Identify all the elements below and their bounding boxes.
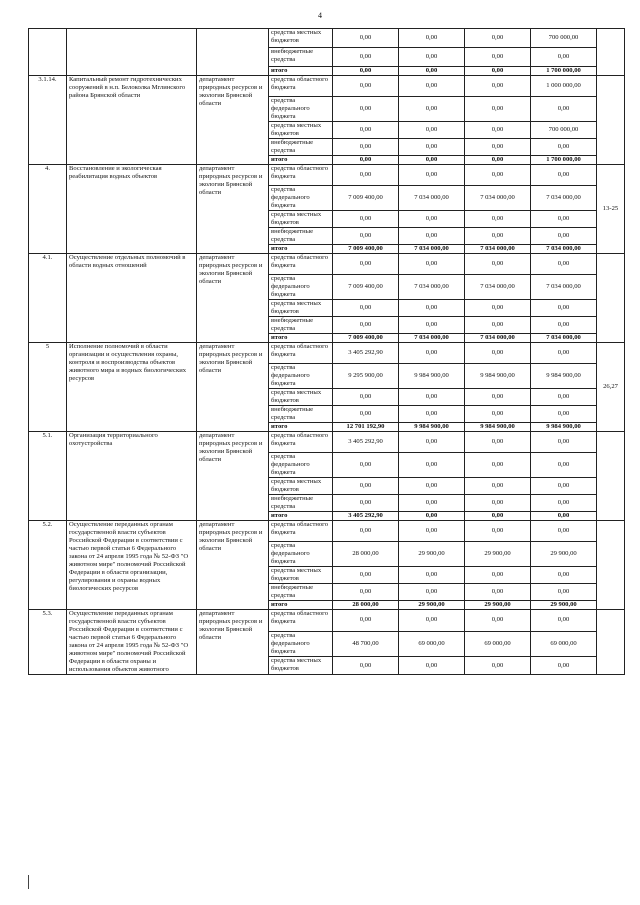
amount-cell: 12 701 192,90 <box>333 423 399 432</box>
amount-cell: 0,00 <box>465 97 531 122</box>
amount-cell: 0,00 <box>531 389 597 406</box>
amount-cell: 0,00 <box>465 478 531 495</box>
amount-cell: 0,00 <box>399 76 465 97</box>
row-executor: департамент природных ресурсов и экологии Брянской области <box>197 521 269 610</box>
amount-cell: 0,00 <box>399 67 465 76</box>
amount-cell: 0,00 <box>399 122 465 139</box>
row-code: 3.1.14. <box>29 76 67 165</box>
row-name: Исполнение полномочий в области организации и осуществления охраны, контроля и воспроизводства объектов животного мира и водных биологических ресурсов <box>67 343 197 432</box>
amount-cell: 0,00 <box>465 584 531 601</box>
amount-cell: 29 900,00 <box>531 542 597 567</box>
amount-cell: 7 034 000,00 <box>531 334 597 343</box>
funding-source: внебюджетные средства <box>269 406 333 423</box>
funding-source: внебюджетные средства <box>269 495 333 512</box>
amount-cell: 69 000,00 <box>465 631 531 657</box>
amount-cell: 7 034 000,00 <box>531 245 597 254</box>
row-executor: департамент природных ресурсов и экологии Брянской области <box>197 165 269 254</box>
funding-source: средства местных бюджетов <box>269 211 333 228</box>
funding-source: средства областного бюджета <box>269 343 333 364</box>
amount-cell: 0,00 <box>531 165 597 186</box>
funding-source: средства федерального бюджета <box>269 186 333 211</box>
amount-cell: 0,00 <box>399 406 465 423</box>
row-executor: департамент природных ресурсов и экологии Брянской области <box>197 254 269 343</box>
amount-cell: 0,00 <box>465 495 531 512</box>
amount-cell: 0,00 <box>531 317 597 334</box>
row-code: 5 <box>29 343 67 432</box>
amount-cell: 0,00 <box>333 610 399 632</box>
amount-cell: 29 900,00 <box>399 542 465 567</box>
table-body <box>29 29 625 675</box>
amount-cell: 7 034 000,00 <box>465 245 531 254</box>
amount-cell: 0,00 <box>399 48 465 67</box>
funding-source: итого <box>269 156 333 165</box>
funding-source: средства местных бюджетов <box>269 29 333 48</box>
amount-cell: 0,00 <box>531 97 597 122</box>
amount-cell: 0,00 <box>531 48 597 67</box>
amount-cell: 0,00 <box>465 343 531 364</box>
funding-source: итого <box>269 67 333 76</box>
funding-source: средства местных бюджетов <box>269 300 333 317</box>
amount-cell: 0,00 <box>399 165 465 186</box>
amount-cell: 0,00 <box>399 300 465 317</box>
funding-source: итого <box>269 423 333 432</box>
page-number: 4 <box>318 11 322 20</box>
amount-cell: 7 009 400,00 <box>333 275 399 300</box>
amount-cell: 0,00 <box>333 97 399 122</box>
amount-cell: 0,00 <box>333 254 399 275</box>
amount-cell: 29 900,00 <box>531 601 597 610</box>
amount-cell: 0,00 <box>333 122 399 139</box>
amount-cell: 0,00 <box>333 478 399 495</box>
amount-cell: 0,00 <box>465 389 531 406</box>
amount-cell: 0,00 <box>465 317 531 334</box>
amount-cell: 9 984 900,00 <box>531 423 597 432</box>
row-executor: департамент природных ресурсов и экологии Брянской области <box>197 343 269 432</box>
row-executor: департамент природных ресурсов и экологии Брянской области <box>197 610 269 675</box>
funding-source: средства федерального бюджета <box>269 453 333 478</box>
amount-cell: 9 984 900,00 <box>399 364 465 389</box>
row-name: Организация территориального охотустройства <box>67 432 197 521</box>
funding-source: средства областного бюджета <box>269 76 333 97</box>
funding-source: средства областного бюджета <box>269 432 333 453</box>
amount-cell: 0,00 <box>399 228 465 245</box>
funding-source: средства областного бюджета <box>269 610 333 632</box>
amount-cell: 0,00 <box>333 211 399 228</box>
amount-cell: 0,00 <box>333 317 399 334</box>
amount-cell: 69 000,00 <box>399 631 465 657</box>
amount-cell: 0,00 <box>531 521 597 542</box>
row-name: Восстановление и экологическая реабилитация водных объектов <box>67 165 197 254</box>
amount-cell: 29 900,00 <box>399 601 465 610</box>
amount-cell: 0,00 <box>465 254 531 275</box>
amount-cell: 0,00 <box>465 610 531 632</box>
indicator-ref: 13-25 <box>597 165 625 254</box>
amount-cell: 0,00 <box>333 300 399 317</box>
indicator-ref <box>597 432 625 521</box>
amount-cell: 29 900,00 <box>465 542 531 567</box>
funding-source: средства местных бюджетов <box>269 567 333 584</box>
amount-cell: 9 984 900,00 <box>465 423 531 432</box>
amount-cell: 48 700,00 <box>333 631 399 657</box>
amount-cell: 7 034 000,00 <box>399 186 465 211</box>
amount-cell: 0,00 <box>399 432 465 453</box>
amount-cell: 700 000,00 <box>531 29 597 48</box>
amount-cell: 7 009 400,00 <box>333 245 399 254</box>
row-name <box>67 29 197 76</box>
amount-cell: 0,00 <box>333 76 399 97</box>
amount-cell: 0,00 <box>531 139 597 156</box>
amount-cell: 0,00 <box>531 495 597 512</box>
amount-cell: 0,00 <box>399 453 465 478</box>
amount-cell: 0,00 <box>465 300 531 317</box>
amount-cell: 0,00 <box>333 657 399 675</box>
funding-source: внебюджетные средства <box>269 48 333 67</box>
amount-cell: 0,00 <box>399 29 465 48</box>
amount-cell: 0,00 <box>333 228 399 245</box>
amount-cell: 0,00 <box>465 139 531 156</box>
amount-cell: 0,00 <box>465 48 531 67</box>
funding-source: средства федерального бюджета <box>269 275 333 300</box>
amount-cell: 7 034 000,00 <box>531 275 597 300</box>
amount-cell: 0,00 <box>465 122 531 139</box>
table-row <box>29 610 625 632</box>
amount-cell: 0,00 <box>531 254 597 275</box>
amount-cell: 0,00 <box>465 512 531 521</box>
amount-cell: 9 984 900,00 <box>531 364 597 389</box>
indicator-ref <box>597 521 625 610</box>
amount-cell: 0,00 <box>399 254 465 275</box>
table-row <box>29 76 625 97</box>
funding-source: внебюджетные средства <box>269 139 333 156</box>
amount-cell: 3 405 292,90 <box>333 512 399 521</box>
indicator-ref <box>597 76 625 165</box>
amount-cell: 28 000,00 <box>333 542 399 567</box>
amount-cell: 0,00 <box>333 48 399 67</box>
funding-source: средства местных бюджетов <box>269 122 333 139</box>
amount-cell: 0,00 <box>465 453 531 478</box>
amount-cell: 69 000,00 <box>531 631 597 657</box>
amount-cell: 0,00 <box>531 584 597 601</box>
amount-cell: 0,00 <box>399 478 465 495</box>
funding-source: средства местных бюджетов <box>269 478 333 495</box>
amount-cell: 3 405 292,90 <box>333 432 399 453</box>
row-code: 5.1. <box>29 432 67 521</box>
amount-cell: 700 000,00 <box>531 122 597 139</box>
amount-cell: 0,00 <box>465 228 531 245</box>
amount-cell: 0,00 <box>531 432 597 453</box>
amount-cell: 0,00 <box>465 432 531 453</box>
funding-source: средства областного бюджета <box>269 521 333 542</box>
amount-cell: 7 034 000,00 <box>465 334 531 343</box>
row-code <box>29 29 67 76</box>
amount-cell: 0,00 <box>531 453 597 478</box>
amount-cell: 7 034 000,00 <box>399 334 465 343</box>
amount-cell: 0,00 <box>465 67 531 76</box>
amount-cell: 0,00 <box>399 521 465 542</box>
amount-cell: 0,00 <box>531 657 597 675</box>
amount-cell: 0,00 <box>465 156 531 165</box>
indicator-ref <box>597 29 625 76</box>
row-code: 5.3. <box>29 610 67 675</box>
amount-cell: 0,00 <box>531 567 597 584</box>
indicator-ref <box>597 254 625 343</box>
amount-cell: 28 000,00 <box>333 601 399 610</box>
row-name: Осуществление переданных органам государственной власти субъектов Российской Федерации в соответствии с частью первой статьи 6 Федерального закона от 24 апреля 1995 года № 52-ФЗ "О животном мире" полномочий Российской Федерации в области охраны и использования объектов животного <box>67 610 197 675</box>
amount-cell: 0,00 <box>333 139 399 156</box>
row-code: 4. <box>29 165 67 254</box>
funding-source: средства местных бюджетов <box>269 389 333 406</box>
row-executor <box>197 29 269 76</box>
budget-table <box>28 28 625 675</box>
table-row <box>29 432 625 453</box>
row-name: Капитальный ремонт гидротехнических сооружений в н.п. Белоколка Мглинского района Брянской области <box>67 76 197 165</box>
amount-cell: 0,00 <box>399 317 465 334</box>
row-name: Осуществление переданных органам государственной власти субъектов Российской Федерации в соответствии с частью первой статьи 6 Федерального закона от 24 апреля 1995 года № 52-ФЗ "О животном мире" полномочий Российской Федерации в области организации, регулирования и охраны водных биологических ресурсов <box>67 521 197 610</box>
amount-cell: 7 034 000,00 <box>531 186 597 211</box>
amount-cell: 0,00 <box>399 211 465 228</box>
amount-cell: 0,00 <box>531 512 597 521</box>
funding-source: средства федерального бюджета <box>269 631 333 657</box>
amount-cell: 0,00 <box>399 139 465 156</box>
amount-cell: 0,00 <box>399 512 465 521</box>
amount-cell: 0,00 <box>333 165 399 186</box>
amount-cell: 0,00 <box>399 97 465 122</box>
amount-cell: 7 009 400,00 <box>333 186 399 211</box>
funding-source: средства федерального бюджета <box>269 97 333 122</box>
amount-cell: 0,00 <box>399 343 465 364</box>
amount-cell: 0,00 <box>531 343 597 364</box>
amount-cell: 0,00 <box>399 156 465 165</box>
amount-cell: 0,00 <box>399 389 465 406</box>
amount-cell: 0,00 <box>333 521 399 542</box>
table-row <box>29 521 625 542</box>
table-row <box>29 29 625 48</box>
amount-cell: 7 009 400,00 <box>333 334 399 343</box>
amount-cell: 0,00 <box>465 165 531 186</box>
amount-cell: 0,00 <box>465 567 531 584</box>
amount-cell: 9 295 900,00 <box>333 364 399 389</box>
amount-cell: 7 034 000,00 <box>399 275 465 300</box>
amount-cell: 3 405 292,90 <box>333 343 399 364</box>
amount-cell: 0,00 <box>531 478 597 495</box>
funding-source: итого <box>269 245 333 254</box>
row-name: Осуществление отдельных полномочий в области водных отношений <box>67 254 197 343</box>
amount-cell: 0,00 <box>333 584 399 601</box>
amount-cell: 1 700 000,00 <box>531 156 597 165</box>
amount-cell: 0,00 <box>333 156 399 165</box>
row-executor: департамент природных ресурсов и экологии Брянской области <box>197 432 269 521</box>
amount-cell: 0,00 <box>531 610 597 632</box>
amount-cell: 7 034 000,00 <box>399 245 465 254</box>
amount-cell: 7 034 000,00 <box>465 186 531 211</box>
amount-cell: 0,00 <box>399 584 465 601</box>
funding-source: итого <box>269 601 333 610</box>
amount-cell: 0,00 <box>465 211 531 228</box>
row-code: 5.2. <box>29 521 67 610</box>
amount-cell: 0,00 <box>465 76 531 97</box>
funding-source: средства областного бюджета <box>269 165 333 186</box>
funding-source: средства федерального бюджета <box>269 364 333 389</box>
indicator-ref: 26,27 <box>597 343 625 432</box>
funding-source: внебюджетные средства <box>269 317 333 334</box>
amount-cell: 0,00 <box>333 567 399 584</box>
amount-cell: 1 000 000,00 <box>531 76 597 97</box>
amount-cell: 29 900,00 <box>465 601 531 610</box>
amount-cell: 0,00 <box>531 300 597 317</box>
amount-cell: 0,00 <box>399 610 465 632</box>
amount-cell: 0,00 <box>465 406 531 423</box>
amount-cell: 0,00 <box>465 657 531 675</box>
funding-source: внебюджетные средства <box>269 228 333 245</box>
amount-cell: 9 984 900,00 <box>399 423 465 432</box>
amount-cell: 0,00 <box>333 67 399 76</box>
amount-cell: 9 984 900,00 <box>465 364 531 389</box>
amount-cell: 0,00 <box>465 521 531 542</box>
amount-cell: 0,00 <box>531 211 597 228</box>
funding-source: итого <box>269 512 333 521</box>
funding-source: внебюджетные средства <box>269 584 333 601</box>
amount-cell: 0,00 <box>531 406 597 423</box>
amount-cell: 0,00 <box>399 657 465 675</box>
amount-cell: 0,00 <box>399 495 465 512</box>
funding-source: средства областного бюджета <box>269 254 333 275</box>
funding-source: средства местных бюджетов <box>269 657 333 675</box>
row-code: 4.1. <box>29 254 67 343</box>
funding-source: средства федерального бюджета <box>269 542 333 567</box>
amount-cell: 0,00 <box>333 406 399 423</box>
amount-cell: 0,00 <box>333 389 399 406</box>
funding-source: итого <box>269 334 333 343</box>
indicator-ref <box>597 610 625 675</box>
amount-cell: 0,00 <box>333 495 399 512</box>
page-edge-mark <box>28 875 29 889</box>
amount-cell: 1 700 000,00 <box>531 67 597 76</box>
amount-cell: 0,00 <box>531 228 597 245</box>
amount-cell: 0,00 <box>465 29 531 48</box>
table-row <box>29 343 625 364</box>
row-executor: департамент природных ресурсов и экологии Брянской области <box>197 76 269 165</box>
table-row <box>29 254 625 275</box>
amount-cell: 7 034 000,00 <box>465 275 531 300</box>
amount-cell: 0,00 <box>333 29 399 48</box>
amount-cell: 0,00 <box>399 567 465 584</box>
amount-cell: 0,00 <box>333 453 399 478</box>
table-row <box>29 165 625 186</box>
